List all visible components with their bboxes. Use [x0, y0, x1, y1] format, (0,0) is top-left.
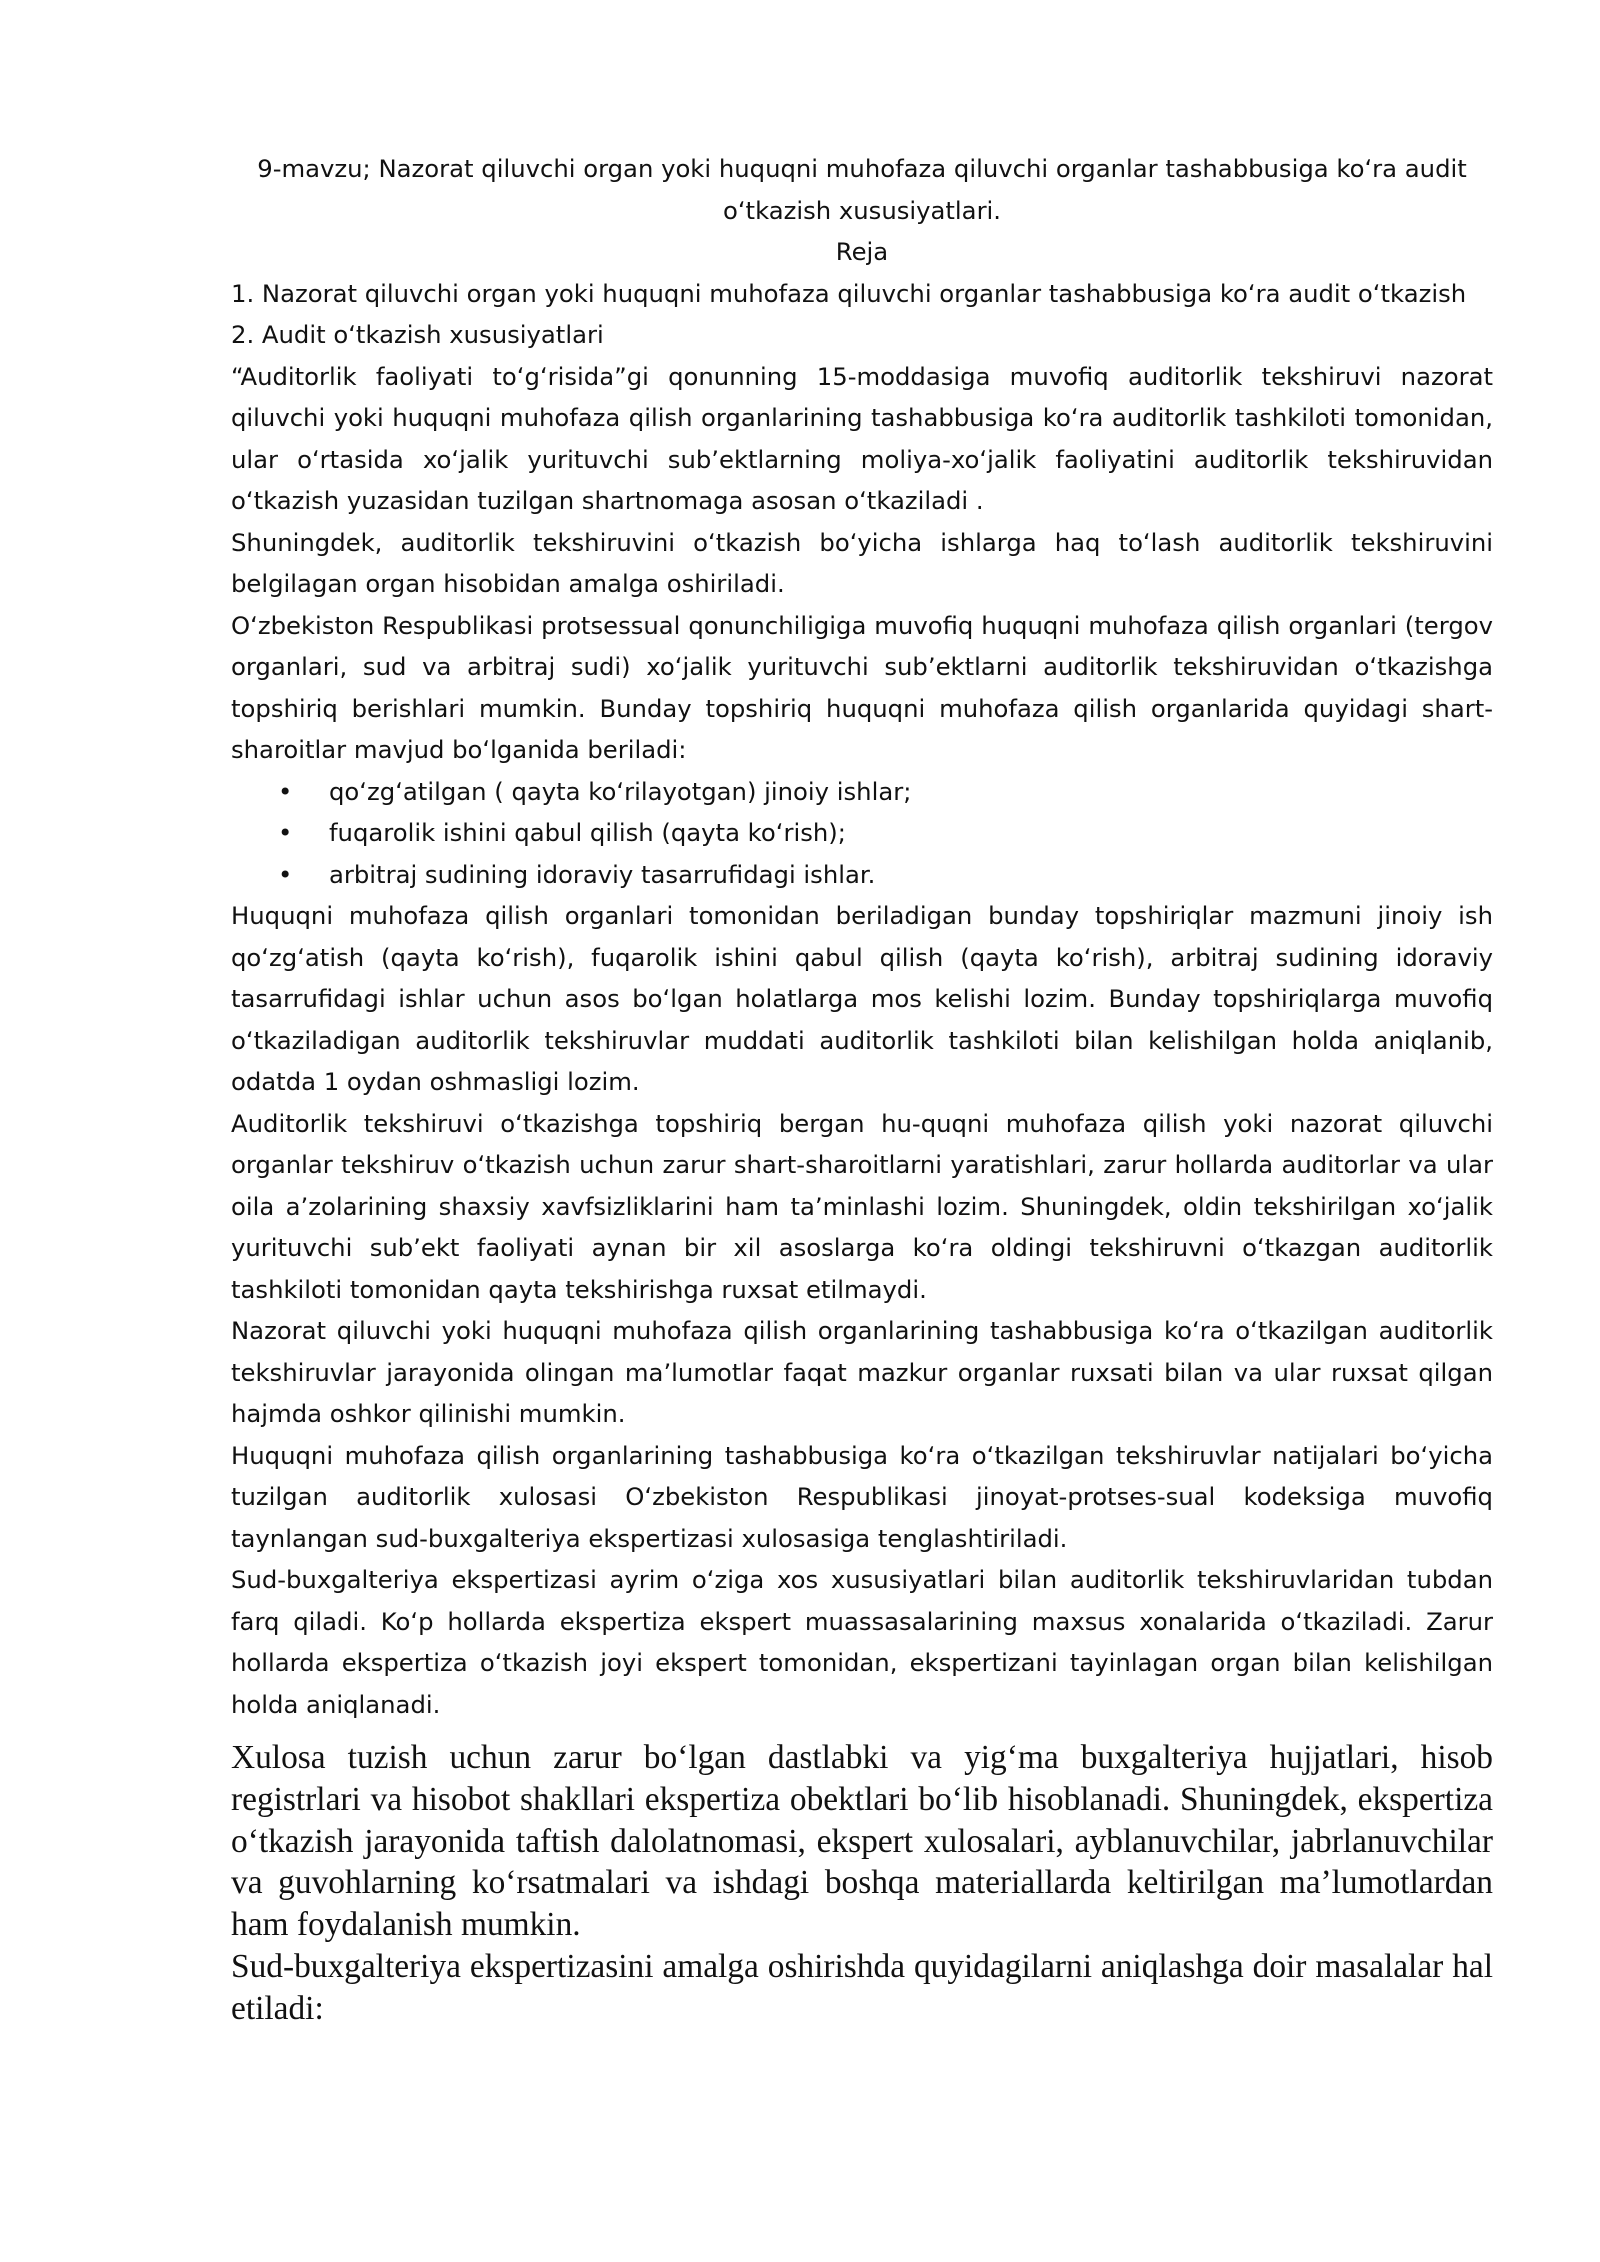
paragraph: Shuningdek, auditorlik tekshiruvini oʻtkazish boʻyicha ishlarga haq toʻlash auditorlik tekshiruvini belgilagan organ hisobidan amalga oshiriladi.: [231, 527, 1493, 598]
paragraph: Huquqni muhofaza qilish organlarining tashabbusiga koʻra oʻtkazilgan tekshiruvlar natijalari boʻyicha tuzilgan auditorlik xulosasi Oʻzbekiston Respublikasi jinoyat-protses-sual kodeksiga muvofiq taynlangan sud-buxgalteriya ekspertizasi xulosasiga tenglashtiriladi.: [231, 1440, 1493, 1553]
plan-item-1: 1. Nazorat qiluvchi organ yoki huquqni muhofaza qiluvchi organlar tashabbusiga koʻra audit oʻtkazish: [231, 278, 1467, 308]
list-item: [231, 812, 1493, 854]
serif-paragraph: Xulosa tuzish uchun zarur boʻlgan dastlabki va yigʻma buxgalteriya hujjatlari, hisob registrlari va hisobot shakllari ekspertiza obektlari boʻlib hisoblanadi. Shuningdek, ekspertiza oʻtkazish jarayonida taftish dalolatnomasi, ekspert xulosalari, ayblanuvchilar, jabrlanuvchilar va guvohlarning koʻrsatmalari va ishdagi boshqa materiallarda keltirilgan maʼlumotlardan ham foydalanish mumkin.: [231, 1739, 1493, 1944]
paragraph: “Auditorlik faoliyati toʻgʻrisida”gi qonunning 15-moddasiga muvofiq auditorlik tekshiruvi nazorat qiluvchi yoki huquqni muhofaza qilish organlarining tashabbusiga koʻra auditorlik tashkiloti tomonidan, ular oʻrtasida xoʻjalik yurituvchi subʼektlarning moliya-xoʻjalik faoliyatini auditorlik tekshiruvidan oʻtkazish yuzasidan tuzilgan shartnomaga asosan oʻtkaziladi .: [231, 361, 1493, 515]
paragraph: Sud-buxgalteriya ekspertizasi ayrim oʻziga xos xususiyatlari bilan auditorlik tekshiruvlaridan tubdan farq qiladi. Koʻp hollarda ekspertiza ekspert muassasalarining maxsus xonalarida oʻtkaziladi. Zarur hollarda ekspertiza oʻtkazish joyi ekspert tomonidan, ekspertizani tayinlagan organ bilan kelishilgan holda aniqlanadi.: [231, 1565, 1493, 1719]
list-item-text: fuqarolik ishini qabul qilish (qayta koʻrish);: [329, 818, 846, 847]
list-item-text: arbitraj sudining idoraviy tasarrufidagi ishlar.: [329, 859, 876, 889]
paragraph: Oʻzbekiston Respublikasi protsessual qonunchiligiga muvofiq huquqni muhofaza qilish organlari (tergov organlari, sud va arbitraj sudi) xoʻjalik yurituvchi subʼektlarni auditorlik tekshiruvidan oʻtkazishga topshiriq berishlari mumkin. Bunday topshiriq huquqni muhofaza qilish organlarida quyidagi shart-sharoitlar mavjud boʻlganida beriladi:: [231, 610, 1493, 764]
paragraph: Huquqni muhofaza qilish organlari tomonidan beriladigan bunday topshiriqlar mazmuni jinoiy ish qoʻzgʻatish (qayta koʻrish), fuqarolik ishini qabul qilish (qayta koʻrish), arbitraj sudining idoraviy tasarrufidagi ishlar uchun asos boʻlgan holatlarga mos kelishi lozim. Bunday topshiriqlarga muvofiq oʻtkaziladigan auditorlik tekshiruvlar muddati auditorlik tashkiloti bilan kelishilgan holda aniqlanib, odatda 1 oydan oshmasligi lozim.: [231, 901, 1493, 1096]
document-page: [231, 148, 1493, 2030]
paragraph: Auditorlik tekshiruvi oʻtkazishga topshiriq bergan hu-quqni muhofaza qilish yoki nazorat qiluvchi organlar tekshiruv oʻtkazish uchun zarur shart-sharoitlarni yaratishlari, zarur hollarda auditorlar va ular oila aʼzolarining shaxsiy xavfsizliklarini ham taʼminlashi lozim. Shuningdek, oldin tekshirilgan xoʻjalik yurituvchi subʼekt faoliyati aynan bir xil asoslarga koʻra oldingi tekshiruvni oʻtkazgan auditorlik tashkiloti tomonidan qayta tekshirishga ruxsat etilmaydi.: [231, 1108, 1493, 1304]
bullet-icon: •: [278, 859, 293, 889]
plan-item-2: 2. Audit oʻtkazish xususiyatlari: [231, 320, 604, 349]
bullet-icon: •: [278, 776, 293, 806]
list-item: [231, 854, 1493, 896]
document-title-line-2: oʻtkazish xususiyatlari.: [722, 195, 1002, 225]
document-title: [231, 148, 1493, 231]
bullet-icon: •: [278, 818, 293, 847]
serif-paragraph: Sud-buxgalteriya ekspertizasini amalga oshirishda quyidagilarni aniqlashga doir masalalar hal etiladi:: [231, 1947, 1493, 2027]
list-item: [231, 771, 1493, 813]
list-item-text: qoʻzgʻatilgan ( qayta koʻrilayotgan) jinoiy ishlar;: [329, 776, 912, 806]
plan-heading: Reja: [835, 237, 889, 266]
paragraph: Nazorat qiluvchi yoki huquqni muhofaza qilish organlarining tashabbusiga koʻra oʻtkazilgan auditorlik tekshiruvlar jarayonida olingan maʼlumotlar faqat mazkur organlar ruxsati bilan va ular ruxsat qilgan hajmda oshkor qilinishi mumkin.: [231, 1316, 1493, 1428]
conditions-list: [231, 771, 1493, 896]
document-title-line-1: 9-mavzu; Nazorat qiluvchi organ yoki huquqni muhofaza qiluvchi organlar tashabbusiga koʻra audit: [257, 154, 1467, 183]
